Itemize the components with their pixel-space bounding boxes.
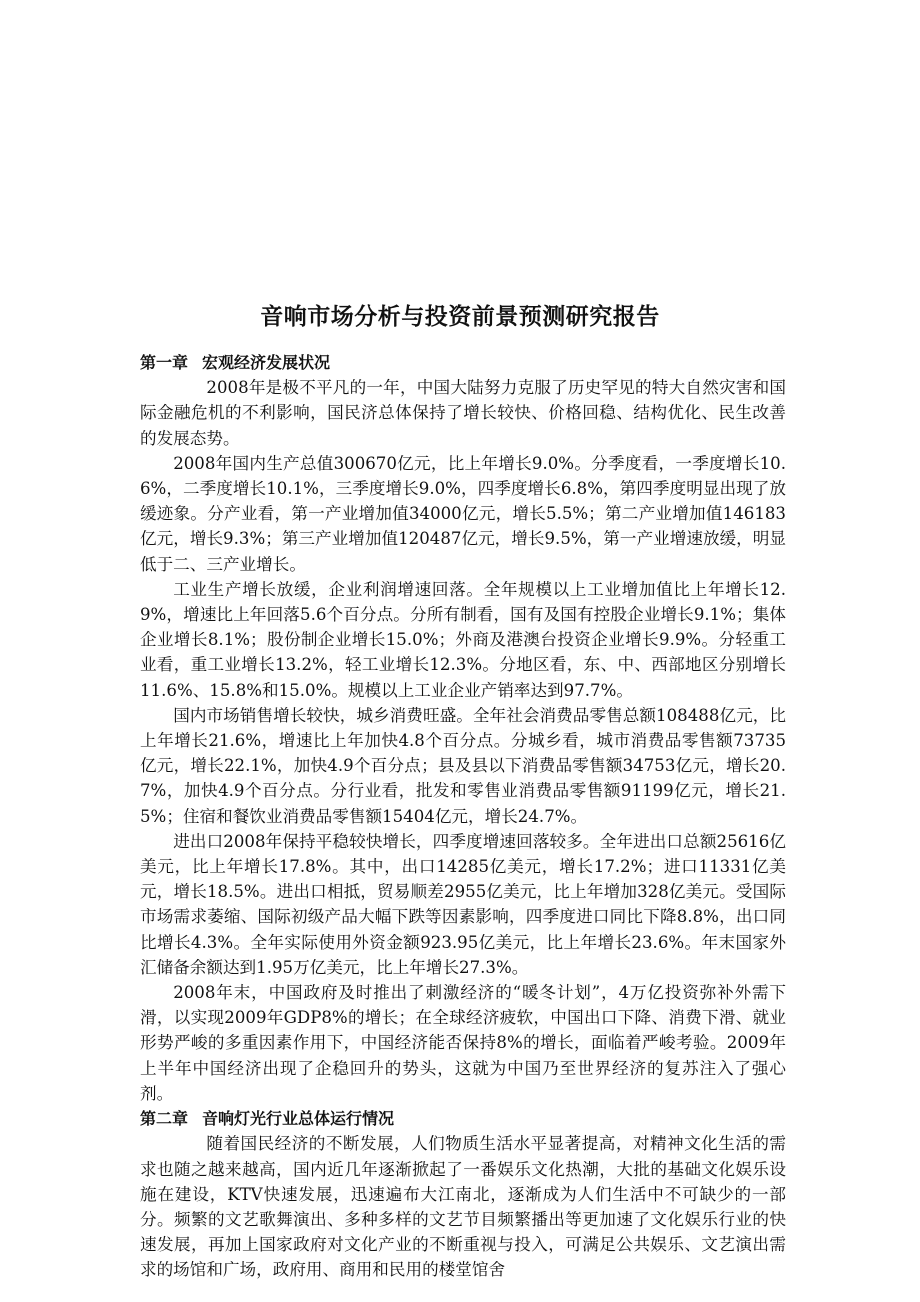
- document-title: 音响市场分析与投资前景预测研究报告: [260, 304, 660, 330]
- paragraph: 进出口2008年保持平稳较快增长，四季度增速回落较多。全年进出口总额25616亿美元，比上年增长17.8%。其中，出口14285亿美元，增长17.2%；进口11331亿美元，增长18.5%。进出口相抵，贸易顺差2955亿美元，比上年增加328亿美元。受国际市场需求萎缩、国际初级产品大幅下跌等因素影响，四季度进口同比下降8.8%，出口同比增长4.3%。全年实际使用外资金额923.95亿美元，比上年增长23.6%。年末国家外汇储备余额达到1.95万亿美元，比上年增长27.3%。: [140, 831, 786, 977]
- chapter-1-number: 第一章: [140, 353, 189, 372]
- paragraph: 2008年末，中国政府及时推出了刺激经济的“暖冬计划”，4万亿投资弥补外需下滑，以实现2009年GDP8%的增长；在全球经济疲软，中国出口下降、消费下滑、就业形势严峻的多重因素作用下，中国经济能否保持8%的增长，面临着严峻考验。2009年上半年中国经济出现了企稳回升的势头，这就为中国乃至世界经济的复苏注入了强心剂。: [140, 983, 786, 1103]
- paragraph: 随着国民经济的不断发展，人们物质生活水平显著提高，对精神文化生活的需求也随之越来越高，国内近几年逐渐掀起了一番娱乐文化热潮，大批的基础文化娱乐设施在建设，KTV快速发展，迅速遍布大江南北，逐渐成为人们生活中不可缺少的一部分。频繁的文艺歌舞演出、多种多样的文艺节目频繁播出等更加速了文化娱乐行业的快速发展，再加上国家政府对文化产业的不断重视与投入，可满足公共娱乐、文艺演出需求的场馆和广场，政府用、商用和民用的楼堂馆舍: [140, 1134, 786, 1280]
- chapter-2-title: 音响灯光行业总体运行情况: [202, 1109, 395, 1129]
- paragraph: 2008年国内生产总值300670亿元，比上年增长9.0%。分季度看，一季度增长10.6%，二季度增长10.1%，三季度增长9.0%，四季度增长6.8%，第四季度明显出现了放缓迹象。分产业看，第一产业增加值34000亿元，增长5.5%；第二产业增加值146183亿元，增长9.3%；第三产业增加值120487亿元，增长9.5%，第一产业增速放缓，明显低于二、三产业增长。: [140, 453, 786, 574]
- chapter-1-heading: [140, 350, 786, 375]
- chapter-2-number: 第二章: [140, 1109, 189, 1129]
- paragraph: 工业生产增长放缓，企业利润增速回落。全年规模以上工业增加值比上年增长12.9%，增速比上年回落5.6个百分点。分所有制看，国有及国有控股企业增长9.1%；集体企业增长8.1%；股份制企业增长15.0%；外商及港澳台投资企业增长9.9%。分轻重工业看，重工业增长13.2%，轻工业增长12.3%。分地区看，东、中、西部地区分别增长11.6%、15.8%和15.0%。规模以上工业企业产销率达到97.7%。: [140, 579, 786, 700]
- paragraph: 2008年是极不平凡的一年，中国大陆努力克服了历史罕见的特大自然灾害和国际金融危机的不利影响，国民济总体保持了增长较快、价格回稳、结构优化、民生改善的发展态势。: [140, 378, 786, 448]
- chapter-2-heading: [140, 1106, 786, 1131]
- document-body: [140, 350, 786, 1283]
- chapter-1-title: 宏观经济发展状况: [202, 353, 331, 372]
- paragraph: 国内市场销售增长较快，城乡消费旺盛。全年社会消费品零售总额108488亿元，比上年增长21.6%，增速比上年加快4.8个百分点。分城乡看，城市消费品零售额73735亿元，增长22.1%，加快4.9个百分点；县及县以下消费品零售额34753亿元，增长20.7%，加快4.9个百分点。分行业看，批发和零售业消费品零售额91199亿元，增长21.5%；住宿和餐饮业消费品零售额15404亿元，增长24.7%。: [140, 705, 786, 826]
